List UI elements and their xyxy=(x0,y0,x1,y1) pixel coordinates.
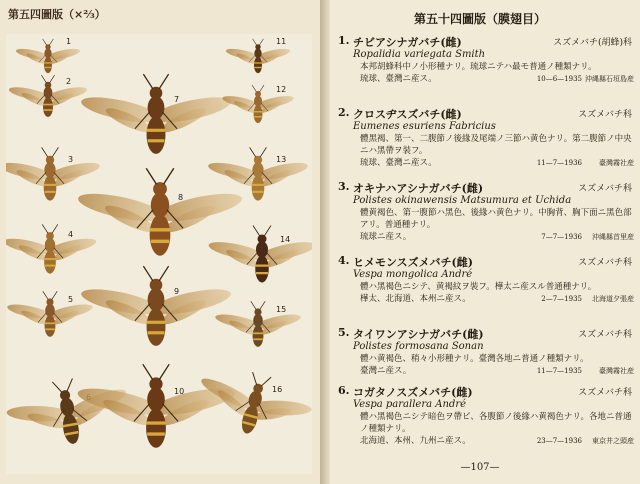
scientific-name: Polistes formosana xyxy=(353,341,449,352)
distribution: 北海道、本州、九州ニ産ス。 xyxy=(360,436,471,446)
wasp-specimen xyxy=(214,301,302,347)
author-name: Fabricius xyxy=(448,121,496,132)
wasp-specimen xyxy=(207,226,312,283)
wasp-specimen xyxy=(8,75,88,117)
wasp-specimen xyxy=(76,364,237,448)
distribution: 琉球、臺灣ニ産ス。 xyxy=(360,74,437,84)
japanese-name: タイワンアシナガバチ(雌) xyxy=(353,328,484,341)
collection-locality: 沖縄縣首里産 xyxy=(592,233,634,241)
distribution: 臺灣ニ産ス。 xyxy=(360,366,412,376)
collection-locality: 臺灣霧社産 xyxy=(599,367,634,375)
collection-date: 7—7—1936 xyxy=(541,233,582,241)
japanese-name: クロスヂスズバチ(雌) xyxy=(353,108,462,121)
specimen-number-label: 8 xyxy=(178,193,184,202)
scientific-name: Polistes okinawensis xyxy=(353,195,458,206)
japanese-name: コガタノスズメバチ(雌) xyxy=(353,386,473,399)
specimen-number-label: 1 xyxy=(66,37,72,46)
family-label: スズメバチ科 xyxy=(578,110,632,120)
entry-6 xyxy=(338,384,634,447)
scientific-name: Ropalidia variegata xyxy=(353,49,452,60)
entry-number: 1. xyxy=(338,34,350,47)
entry-number: 4. xyxy=(338,254,350,267)
family-label: スズメバチ科 xyxy=(578,330,632,340)
entry-5 xyxy=(338,326,634,377)
wasp-specimen xyxy=(6,224,97,273)
entry-number: 3. xyxy=(338,180,350,193)
entry-1 xyxy=(338,34,634,85)
distribution: 琉球ニ産ス。 xyxy=(360,232,412,242)
scientific-name: Vespa parallera xyxy=(353,399,433,410)
specimen-number-label: 5 xyxy=(68,295,74,304)
description: 體黄褐色、第一腹節ハ黑色、後緣ハ黄色ナリ。中胸背、胸下面ニ黑色部アリ。普通種ナリ。 xyxy=(360,208,632,230)
scientific-name: Eumenes esuriens xyxy=(353,121,446,132)
specimen-number-label: 13 xyxy=(276,155,287,164)
family-label: スズメバチ科 xyxy=(578,388,632,398)
description: 體黑褐、第一、二腹節ノ後緣及尾端ノ三節ハ黄色ナリ。第二腹節ノ中央ニハ黑帶ヲ裝フ。 xyxy=(360,134,632,156)
specimen-number-label: 12 xyxy=(276,85,287,94)
specimen-number-label: 2 xyxy=(66,77,72,86)
collection-date: 10—6—1935 xyxy=(536,75,582,83)
wasp-specimen xyxy=(207,147,309,200)
japanese-name: ヒメモンスズメバチ(雌) xyxy=(353,256,473,269)
family-label: スズメバチ(胡蜂)科 xyxy=(553,38,632,48)
book-gutter xyxy=(320,0,330,484)
author-name: André xyxy=(435,399,467,410)
entry-number: 5. xyxy=(338,326,350,339)
distribution: 樺太、北海道、本州ニ産ス。 xyxy=(360,294,471,304)
text-page xyxy=(330,0,640,484)
japanese-name: オキナハアシナガバチ(雌) xyxy=(353,182,484,195)
description: 體ハ黑褐色ニシテ、黄褐紋ヲ裝フ。樺太ニ産スル普通種ナリ。 xyxy=(360,282,597,292)
specimen-number-label: 7 xyxy=(174,95,180,104)
specimen-number-label: 9 xyxy=(174,287,180,296)
author-name: Matsumura et Uchida xyxy=(460,195,572,206)
wasp-specimen xyxy=(6,291,94,337)
collection-locality: 東京井之頭産 xyxy=(592,437,634,445)
japanese-name: チビアシナガバチ(雌) xyxy=(353,36,462,49)
entry-4 xyxy=(338,254,634,305)
author-name: André xyxy=(441,269,473,280)
collection-locality: 沖縄縣石垣島産 xyxy=(585,75,634,83)
collection-locality: 北海道夕張産 xyxy=(592,295,634,303)
entry-number: 6. xyxy=(338,384,350,397)
entry-number: 2. xyxy=(338,106,350,119)
specimen-number-label: 11 xyxy=(276,37,287,46)
family-label: スズメバチ科 xyxy=(578,184,632,194)
wasp-specimen xyxy=(6,147,101,200)
description: 體ハ黑褐色ニシテ暗色ヲ帶ビ、各腹節ノ後緣ハ黄褐色ナリ。各地ニ普通ノ種類ナリ。 xyxy=(360,412,632,434)
specimen-number-label: 3 xyxy=(68,155,74,164)
collection-locality: 臺灣霧社産 xyxy=(599,159,634,167)
description: 本邦胡蜂科中ノ小形種ナリ。琉球ニテハ最モ普通ノ種類ナリ。 xyxy=(360,62,597,72)
wasp-illustrations xyxy=(6,34,312,474)
specimen-number-label: 16 xyxy=(272,385,283,394)
collection-date: 2—7—1935 xyxy=(541,295,582,303)
wasp-specimen xyxy=(79,74,232,154)
collection-date: 23—7—1936 xyxy=(536,437,582,445)
distribution: 琉球、臺灣ニ産ス。 xyxy=(360,158,437,168)
specimen-number-label: 14 xyxy=(280,235,291,244)
specimen-number-label: 4 xyxy=(68,230,74,239)
description: 體ハ黄褐色、稍々小形種ナリ。臺灣各地ニ普通ノ種類ナリ。 xyxy=(360,354,589,364)
family-label: スズメバチ科 xyxy=(578,258,632,268)
specimen-number-label: 10 xyxy=(174,387,185,396)
specimen-plate xyxy=(6,34,312,474)
author-name: Smith xyxy=(455,49,486,60)
author-name: Sonan xyxy=(451,341,484,352)
page-title: 第五十四圖版（膜翅目） xyxy=(413,12,546,26)
scientific-name: Vespa mongolica xyxy=(353,269,439,280)
collection-date: 11—7—1935 xyxy=(536,367,582,375)
entry-2 xyxy=(338,106,634,169)
specimen-number-label: 15 xyxy=(276,305,287,314)
collection-date: 11—7—1936 xyxy=(536,159,582,167)
entry-3 xyxy=(338,180,634,243)
wasp-specimen xyxy=(79,266,232,346)
page-number: —107— xyxy=(460,462,500,473)
plate-title: 第五四圖版（×⅔） xyxy=(8,8,106,21)
